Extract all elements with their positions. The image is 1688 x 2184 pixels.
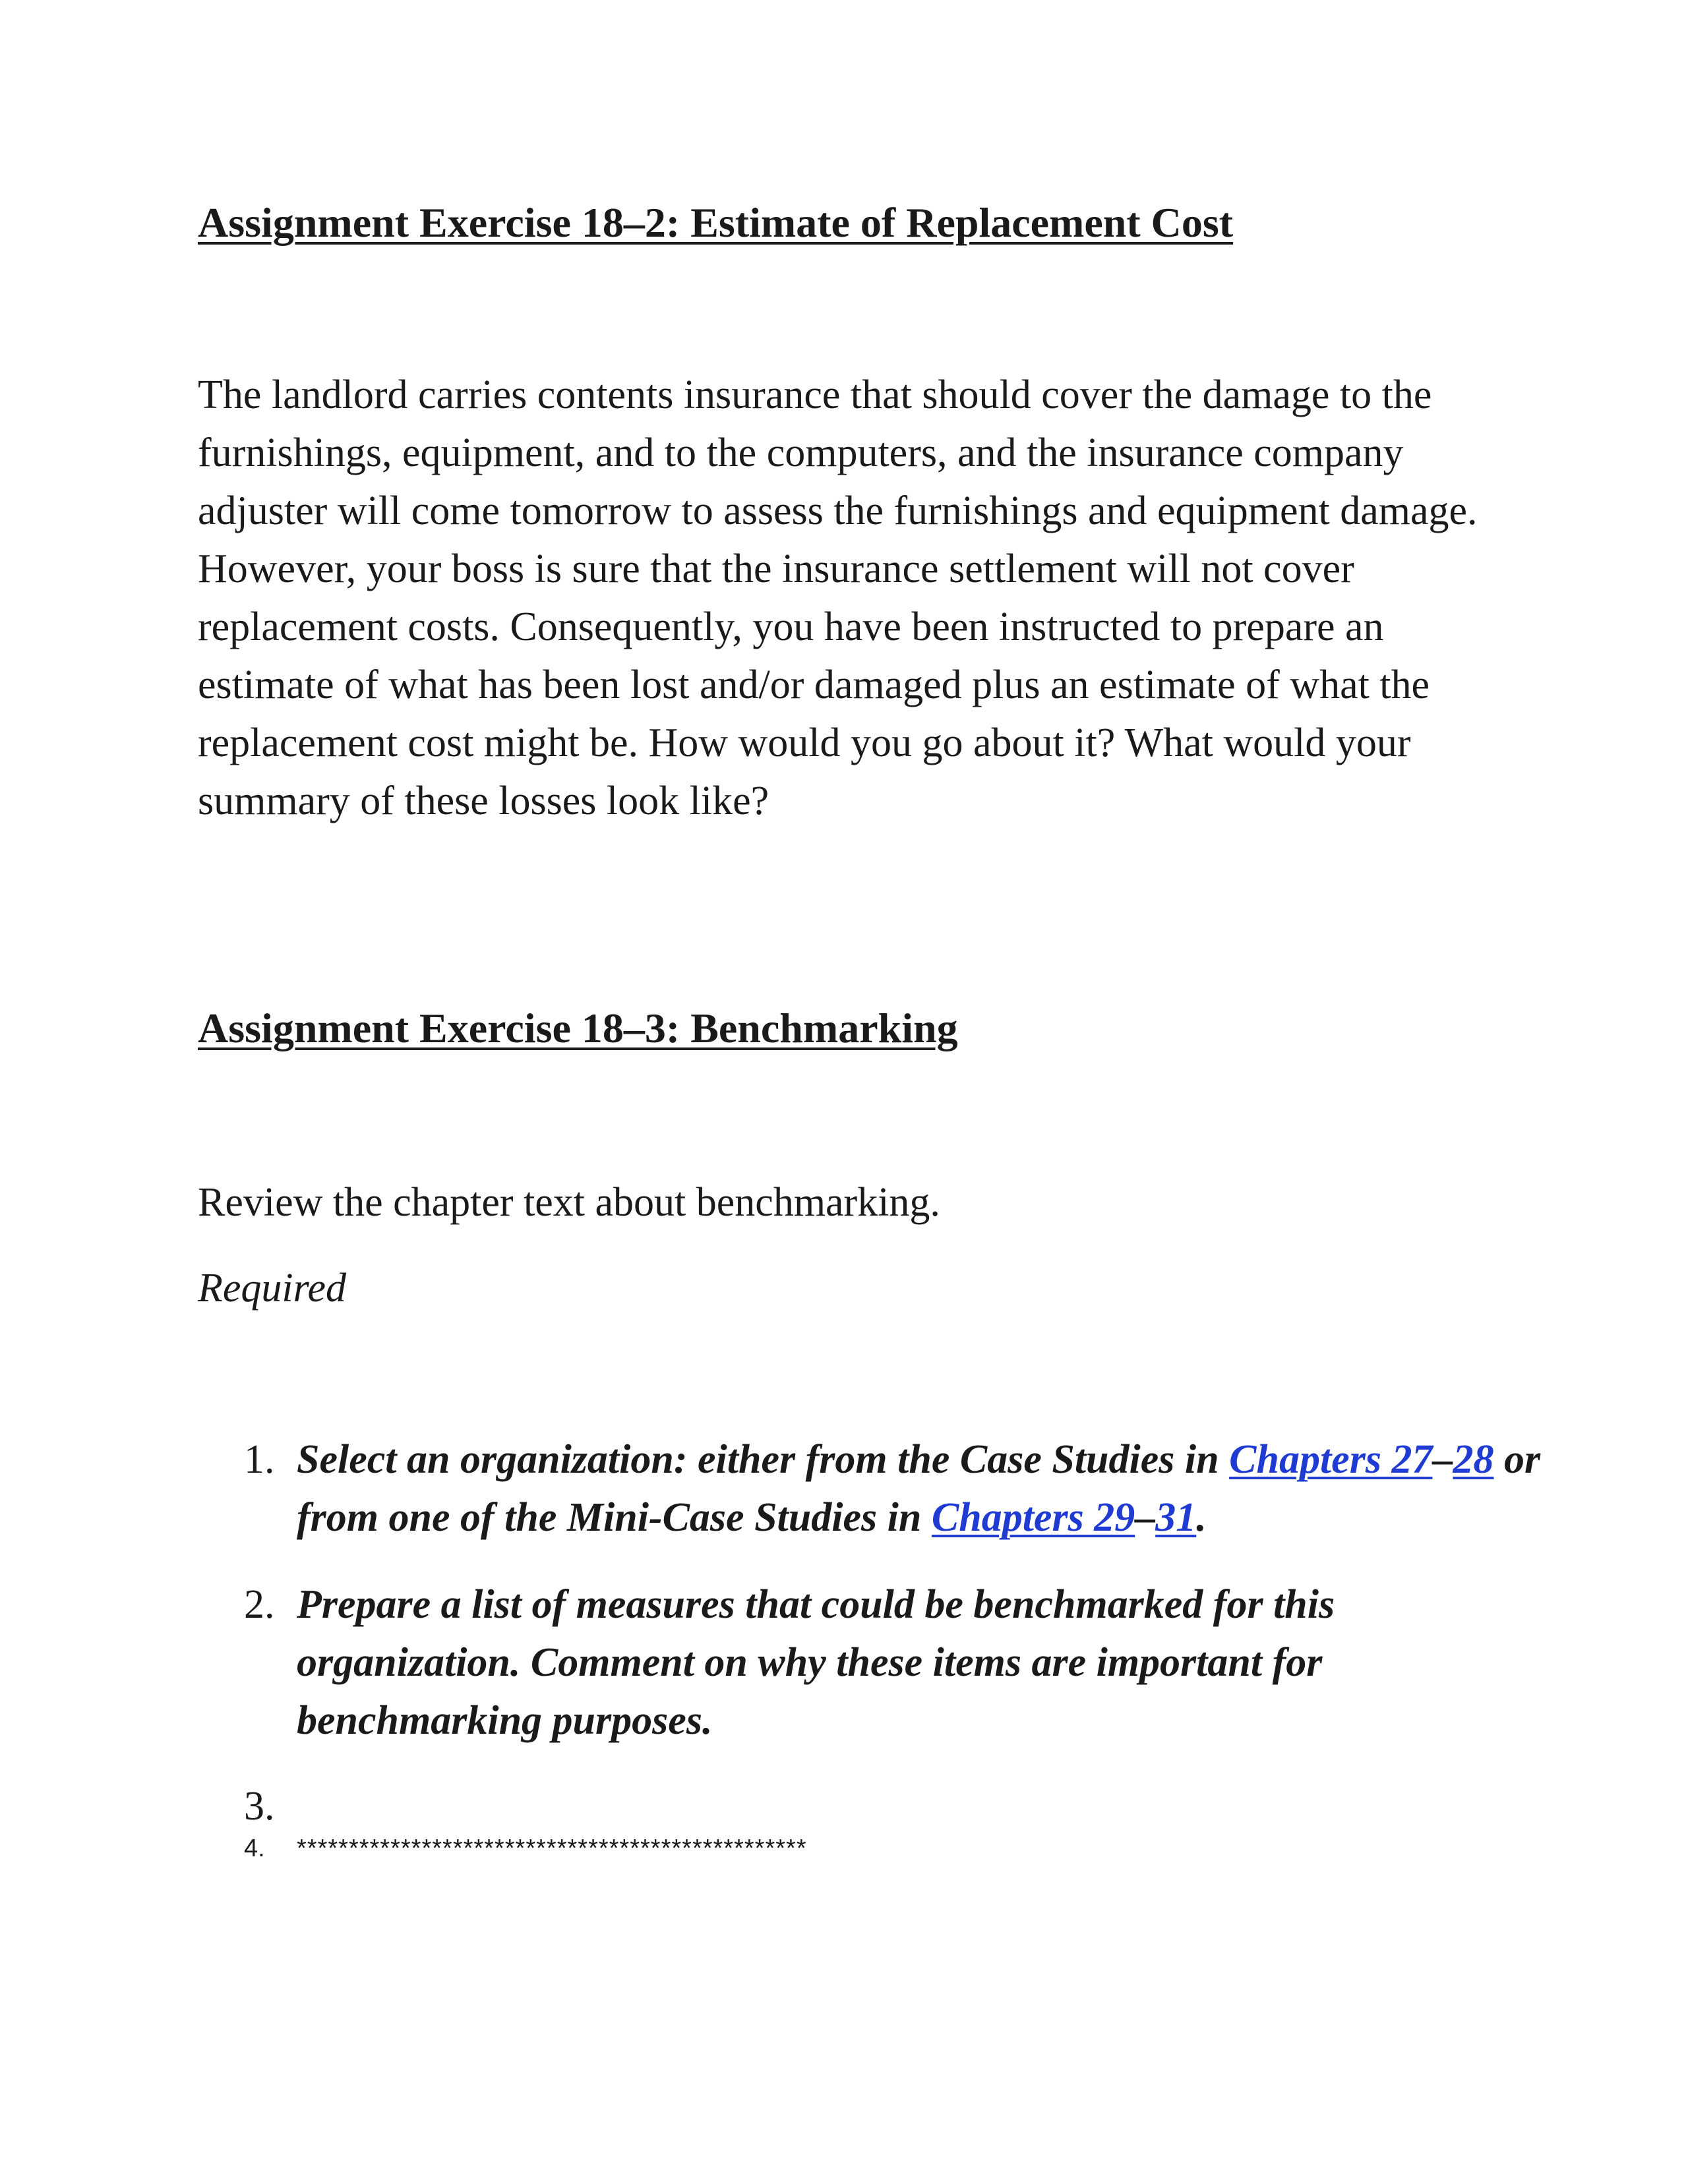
list-item-text: Prepare a list of measures that could be benchmarked for this organization. Comment on why these items are important for benchmarking purposes. (297, 1582, 1335, 1743)
list-item-text-part: or from one of the Mini-Case Studies in (297, 1437, 1541, 1540)
exercise-18-3-intro: Review the chapter text about benchmarking. (198, 1180, 940, 1225)
exercise-18-2-heading: Assignment Exercise 18–2: Estimate of Replacement Cost (198, 199, 1234, 246)
link-chapter-28[interactable]: 28 (1453, 1437, 1494, 1482)
list-item-number: 2. (244, 1582, 275, 1627)
list-item-text-part: . (1196, 1495, 1207, 1540)
list-item (244, 1576, 1550, 1750)
dash: – (1135, 1495, 1156, 1540)
required-label: Required (198, 1266, 346, 1311)
link-chapters-29[interactable]: Chapters 29 (931, 1495, 1135, 1540)
dash: – (1432, 1437, 1453, 1482)
list-item-text-part: Select an organization: either from the Case Studies in (297, 1437, 1230, 1482)
asterisk-separator: ************************************************* (297, 1835, 807, 1862)
exercise-18-2-paragraph: The landlord carries contents insurance that should cover the damage to the furnishings, equipment, and to the computers, and the insurance company adjuster will come tomorrow to assess the furnishings and equipment damage. However, your boss is sure that the insurance settlement will not cover replacement costs. Consequently, you have been instructed to prepare an estimate of what has been lost and/or damaged plus an estimate of what the replacement cost might be. How would you go about it? What would your summary of these losses look like? (198, 372, 1478, 823)
list-item-number: 3. (244, 1784, 275, 1829)
exercise-18-3-heading: Assignment Exercise 18–3: Benchmarking (198, 1005, 958, 1051)
list-item-number: 1. (244, 1437, 275, 1482)
list-item-number: 4. (244, 1835, 265, 1862)
list-item-text (297, 1431, 1550, 1547)
link-chapter-31[interactable]: 31 (1155, 1495, 1197, 1540)
list-item (244, 1833, 807, 1864)
list-item (244, 1431, 1550, 1547)
link-chapters-27[interactable]: Chapters 27 (1229, 1437, 1433, 1482)
